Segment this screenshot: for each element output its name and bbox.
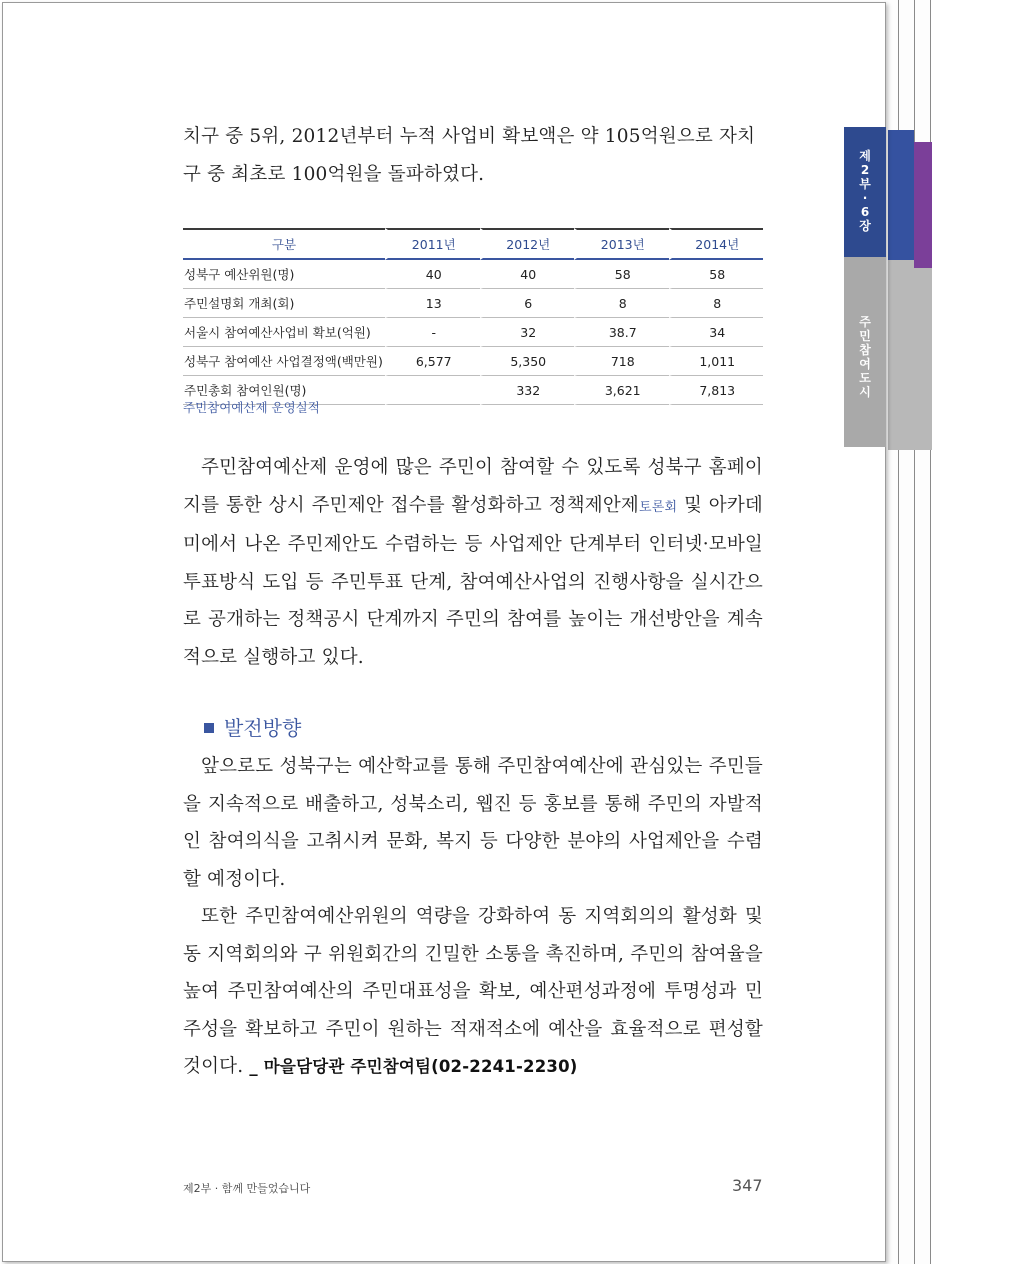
section-paragraph-1: 앞으로도 성북구는 예산학교를 통해 주민참여예산에 관심있는 주민들을 지속적으로 배출하고, 성북소리, 웹진 등 홍보를 통해 주민의 자발적인 참여의식을 고취시켜 문화, 복지 등 다양한 분야의 사업제안을 수렴할 예정이다.	[183, 756, 763, 890]
intro-paragraph: 치구 중 5위, 2012년부터 누적 사업비 확보액은 약 105억원으로 자치 구 중 최초로 100억원을 돌파하였다.	[183, 126, 756, 185]
table-row: 성북구 참여예산 사업결정액(백만원) 6,577 5,350 718 1,011	[183, 347, 763, 376]
stacked-tab-purple	[914, 142, 932, 268]
stacked-tab-blue	[888, 130, 914, 260]
team-credit: _ 마을담당관 주민참여팀(02-2241-2230)	[249, 1057, 578, 1076]
performance-table	[183, 228, 763, 405]
page-number: 347	[732, 1176, 763, 1195]
table-header-row: 구분 2011년 2012년 2013년 2014년	[183, 228, 763, 260]
section-heading: 발전방향	[204, 712, 301, 741]
inline-small-note: 토론회	[638, 499, 678, 515]
table-caption: 주민참여예산제 운영실적	[183, 400, 320, 415]
body-paragraph-1: 주민참여예산제 운영에 많은 주민이 참여할 수 있도록 성북구 홈페이지를 통한 상시 주민제안 접수를 활성화하고 정책제안제토론회 및 아카데미에서 나온 주민제안도 수렴하는 등 사업제안 단계부터 인터넷·모바일 투표방식 도입 등 주민투표 단계, 참여예산사업의 진행사항을 실시간으로 공개하는 정책공시 단계까지 주민의 참여를 높이는 개선방안을 계속적으로 실행하고 있다.	[183, 457, 763, 668]
table-row: 성북구 예산위원(명) 40 40 58 58	[183, 260, 763, 289]
running-footer: 제2부 · 함께 만들었습니다	[183, 1182, 311, 1195]
stacked-tab-gray	[888, 260, 932, 450]
square-bullet-icon	[204, 723, 214, 733]
topic-tab: 주 민 참 여 도 시	[844, 257, 886, 447]
chapter-tab: 제 2 부 · 6 장	[844, 127, 886, 257]
section-paragraph-2: 또한 주민참여예산위원의 역량을 강화하여 동 지역회의의 활성화 및 동 지역회의와 구 위원회간의 긴밀한 소통을 촉진하며, 주민의 참여율을 높여 주민참여예산의 주민대표성을 확보, 예산편성과정에 투명성과 민주성을 확보하고 주민이 원하는 적재적소에 예산을 효율적으로 편성할 것이다. _ 마을담당관 주민참여팀(02-2241-2230)	[183, 906, 763, 1077]
table-row: 서울시 참여예산사업비 확보(억원) - 32 38.7 34	[183, 318, 763, 347]
table-row: 주민총회 참여인원(명) 332 3,621 7,813	[183, 376, 763, 405]
table-row: 주민설명회 개최(회) 13 6 8 8	[183, 289, 763, 318]
